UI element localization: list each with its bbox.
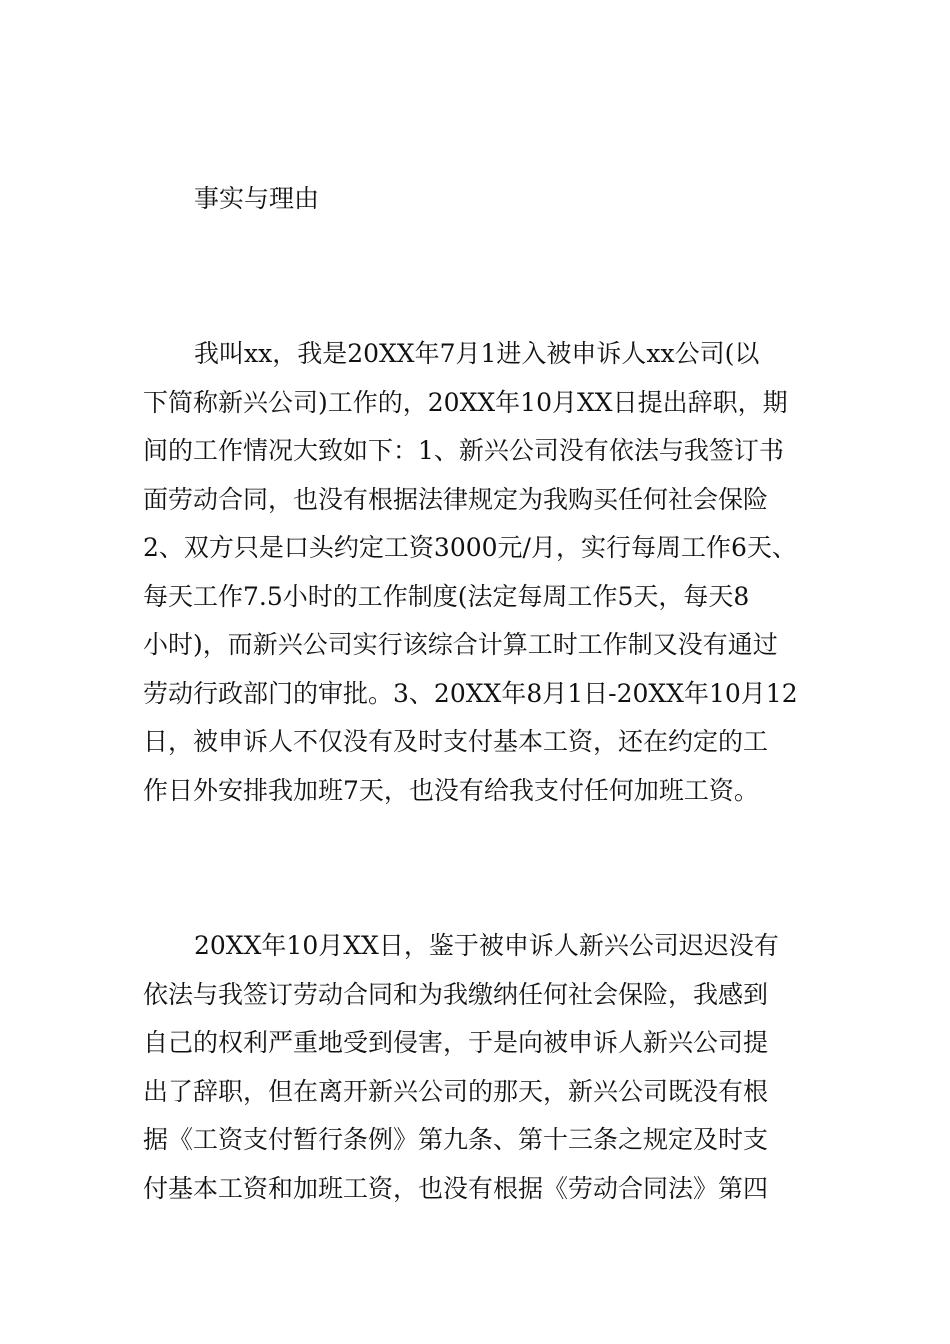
paragraph-line: 作日外安排我加班7天，也没有给我支付任何加班工资。: [143, 775, 759, 805]
paragraph-line: 我叫xx，我是20XX年7月1进入被申诉人xx公司(以: [194, 339, 760, 368]
paragraph-line: 出了辞职，但在离开新兴公司的那天，新兴公司既没有根: [143, 1076, 769, 1106]
paragraph-line: 间的工作情况大致如下：1、新兴公司没有依法与我签订书: [143, 436, 784, 465]
paragraph-line: 2、双方只是口头约定工资3000元/月，实行每周工作6天、: [143, 533, 797, 562]
paragraph-line: 20XX年10月XX日，鉴于被申诉人新兴公司迟迟没有: [194, 931, 779, 960]
paragraph-line: 小时)，而新兴公司实行该综合计算工时工作制又没有通过: [143, 630, 778, 659]
paragraph-line: 自己的权利严重地受到侵害，于是向被申诉人新兴公司提: [143, 1028, 769, 1057]
paragraph-line: 下简称新兴公司)工作的，20XX年10月XX日提出辞职，期: [143, 387, 788, 417]
paragraph-line: 依法与我签订劳动合同和为我缴纳任何社会保险，我感到: [143, 979, 769, 1009]
paragraph-line: 劳动行政部门的审批。3、20XX年8月1日-20XX年10月12: [143, 678, 798, 708]
paragraph-facts: [143, 334, 823, 819]
section-heading: 事实与理由: [194, 184, 320, 213]
paragraph-line: 付基本工资和加班工资，也没有根据《劳动合同法》第四: [143, 1173, 769, 1203]
paragraph-line: 面劳动合同，也没有根据法律规定为我购买任何社会保险: [143, 484, 769, 514]
paragraph-line: 日，被申诉人不仅没有及时支付基本工资，还在约定的工: [143, 727, 769, 756]
paragraph-line: 每天工作7.5小时的工作制度(法定每周工作5天，每天8: [143, 581, 750, 611]
paragraph-line: 据《工资支付暂行条例》第九条、第十三条之规定及时支: [143, 1125, 769, 1154]
paragraph-resignation: [143, 926, 823, 1217]
